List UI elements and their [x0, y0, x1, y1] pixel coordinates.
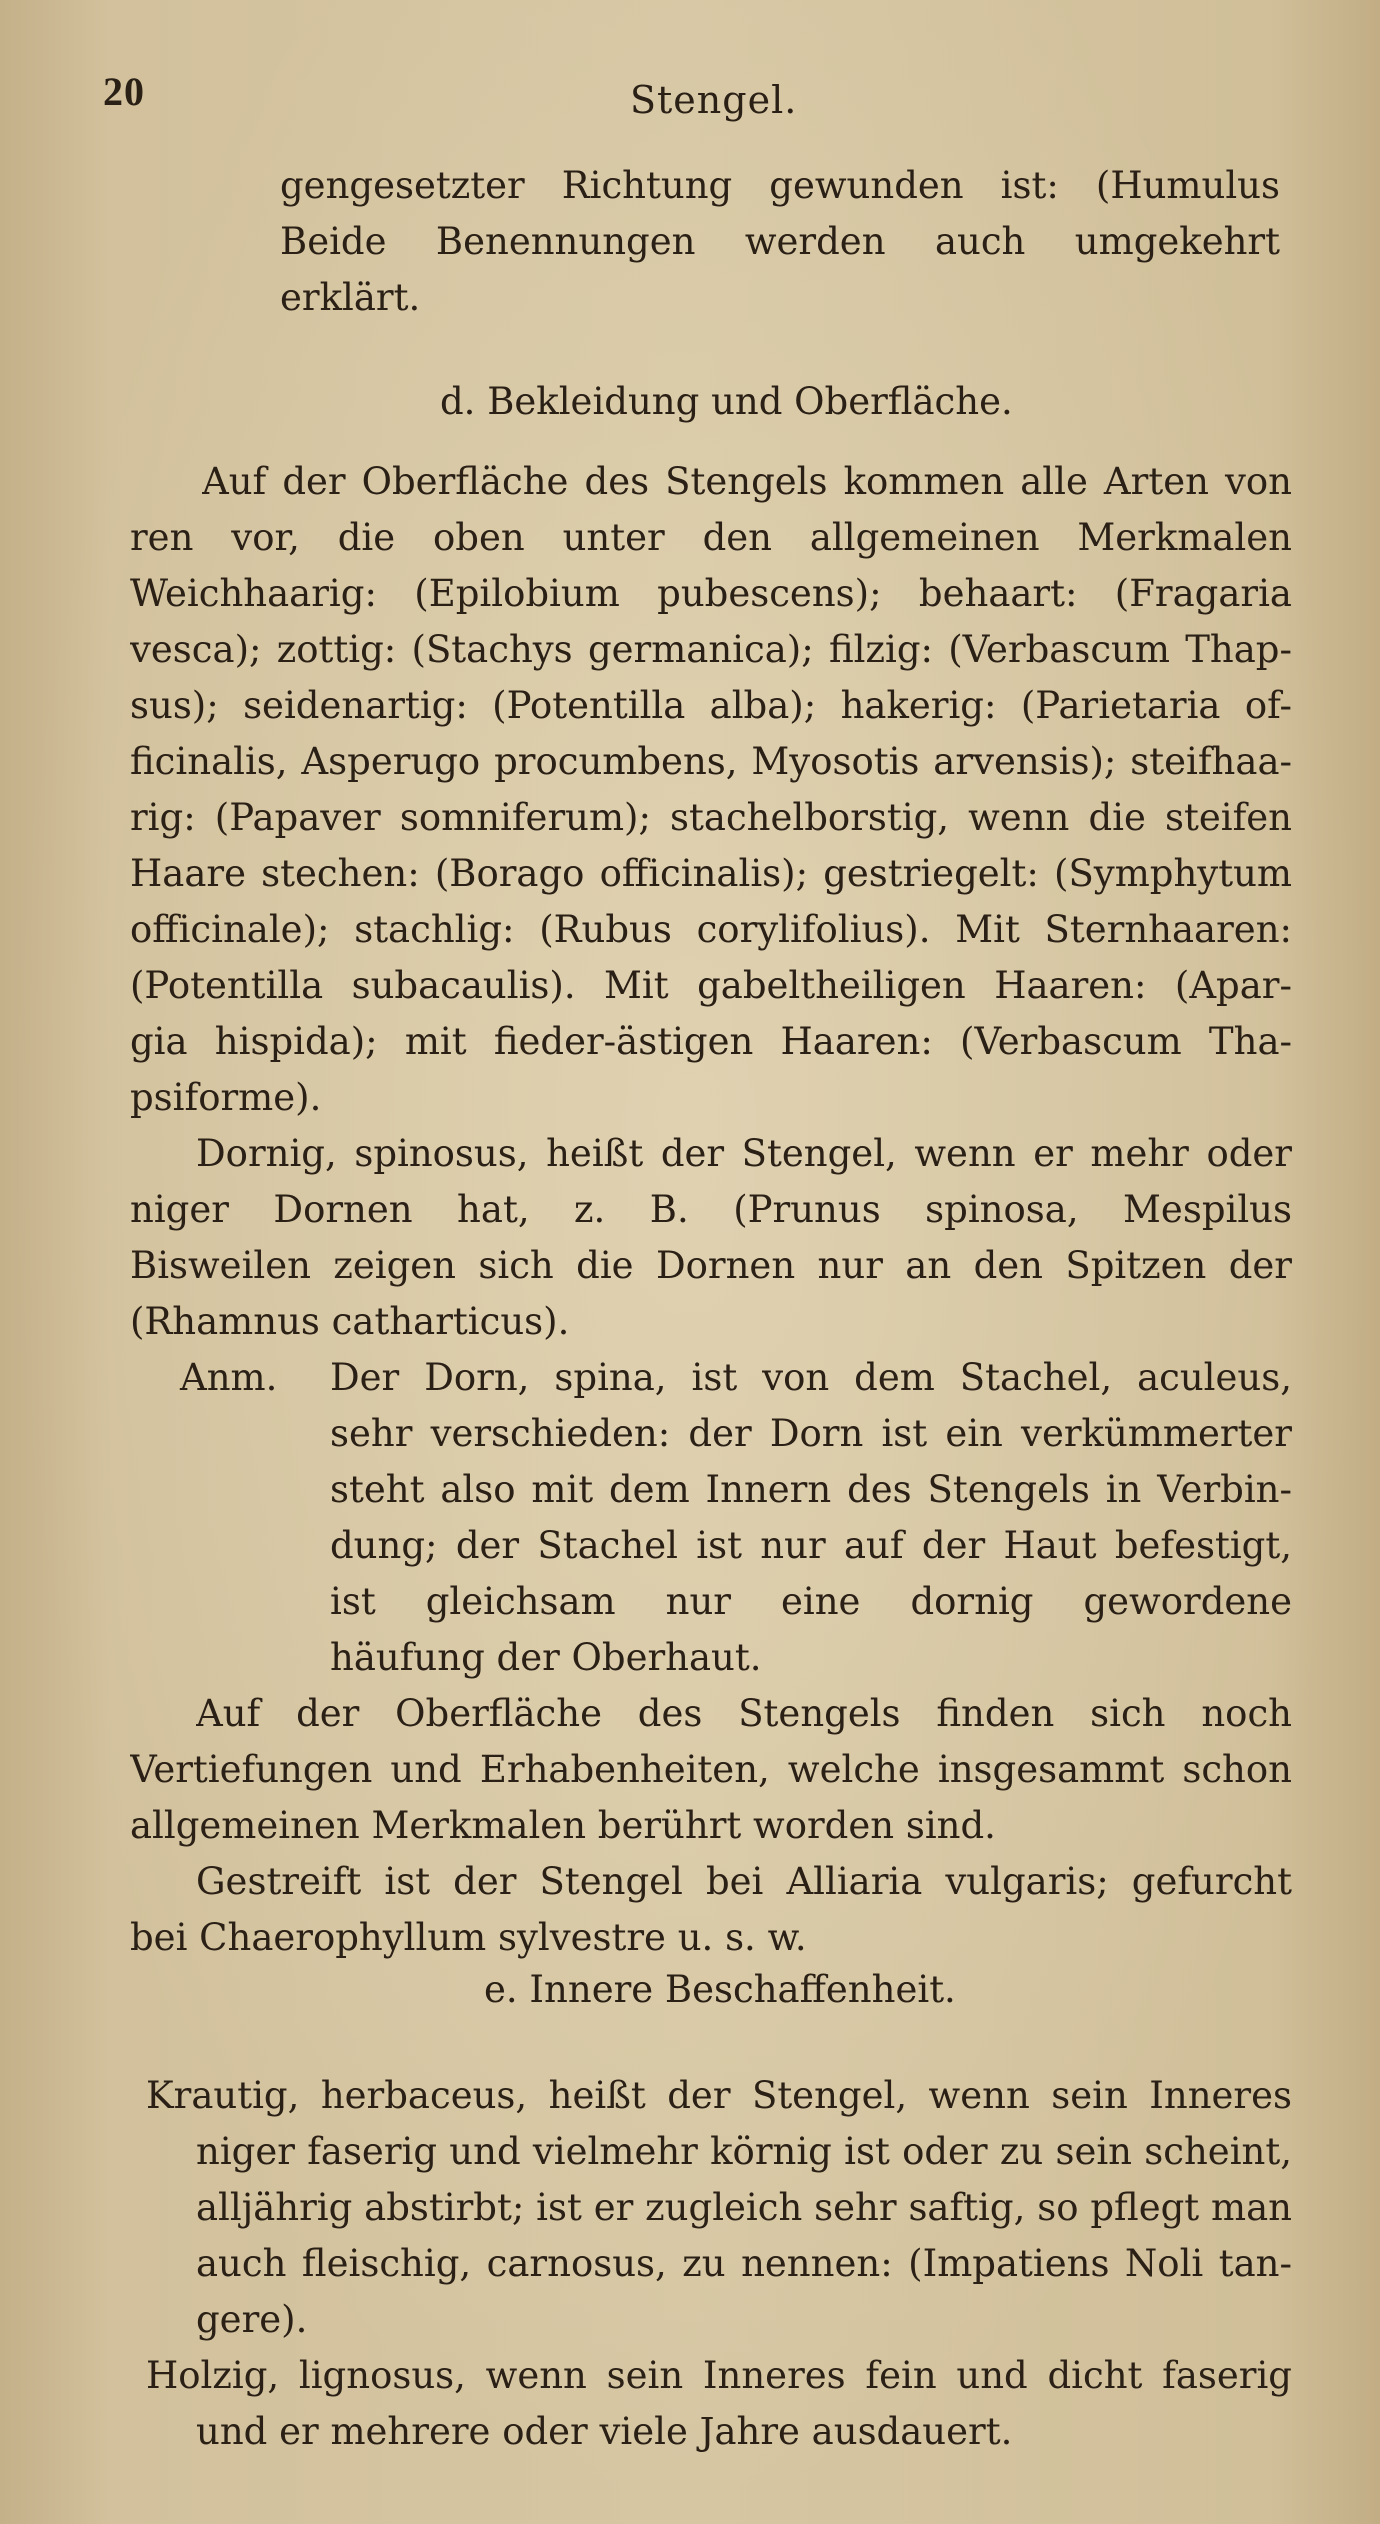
text-line: Beide Benennungen werden auch umgekehrt — [280, 220, 1280, 263]
text-line: Auf der Oberfläche des Stengels finden sich noch — [196, 1692, 1292, 1735]
text-line: vesca); zottig: (Stachys germanica); filzig: (Verbascum Thap- — [130, 628, 1292, 671]
running-title: Stengel. — [630, 78, 798, 122]
text-line: Vertiefungen und Erhabenheiten, welche insgesammt schon — [130, 1748, 1292, 1791]
text-line: erklärt. — [280, 276, 421, 319]
text-line: Weichhaarig: (Epilobium pubescens); behaart: (Fragaria — [130, 572, 1292, 615]
note-label: Anm. — [180, 1356, 278, 1399]
text-line: häufung der Oberhaut. — [330, 1636, 762, 1679]
text-line: Holzig, lignosus, wenn sein Inneres fein und dicht faserig — [146, 2354, 1292, 2397]
text-line: sehr verschieden: der Dorn ist ein verkümmerter — [330, 1412, 1292, 1455]
text-line: und er mehrere oder viele Jahre ausdauert. — [196, 2410, 1013, 2453]
text-line: allgemeinen Merkmalen berührt worden sind. — [130, 1804, 996, 1847]
text-line: Gestreift ist der Stengel bei Alliaria vulgaris; gefurcht — [196, 1860, 1292, 1903]
text-line: Dornig, spinosus, heißt der Stengel, wenn er mehr oder — [196, 1132, 1292, 1175]
text-line: bei Chaerophyllum sylvestre u. s. w. — [130, 1916, 807, 1959]
text-line: Haare stechen: (Borago officinalis); gestriegelt: (Symphytum — [130, 852, 1292, 895]
text-line: Der Dorn, spina, ist von dem Stachel, aculeus, — [330, 1356, 1292, 1399]
text-line: ficinalis, Asperugo procumbens, Myosotis arvensis); steifhaa- — [130, 740, 1292, 783]
text-line: gia hispida); mit fieder-ästigen Haaren: (Verbascum Tha- — [130, 1020, 1292, 1063]
text-line: (Rhamnus catharticus). — [130, 1300, 570, 1343]
text-line: ren vor, die oben unter den allgemeinen Merkmalen — [130, 516, 1292, 559]
text-line: (Potentilla subacaulis). Mit gabeltheiligen Haaren: (Apar- — [130, 964, 1292, 1007]
text-line: rig: (Papaver somniferum); stachelborstig, wenn die steifen — [130, 796, 1292, 839]
section-heading: e. Innere Beschaffenheit. — [484, 1968, 956, 2011]
text-line: alljährig abstirbt; ist er zugleich sehr saftig, so pflegt man — [196, 2186, 1292, 2229]
text-line: psiforme). — [130, 1076, 322, 1119]
text-line: niger Dornen hat, z. B. (Prunus spinosa, Mespilus — [130, 1188, 1292, 1231]
text-line: gengesetzter Richtung gewunden ist: (Humulus — [280, 164, 1280, 207]
text-line: Auf der Oberfläche des Stengels kommen alle Arten von — [202, 460, 1292, 503]
text-line: gere). — [196, 2298, 308, 2341]
text-line: sus); seidenartig: (Potentilla alba); hakerig: (Parietaria of- — [130, 684, 1292, 727]
text-line: Krautig, herbaceus, heißt der Stengel, wenn sein Inneres — [146, 2074, 1292, 2117]
text-line: auch fleischig, carnosus, zu nennen: (Impatiens Noli tan- — [196, 2242, 1292, 2285]
text-line: dung; der Stachel ist nur auf der Haut befestigt, — [330, 1524, 1292, 1567]
text-line: steht also mit dem Innern des Stengels in Verbin- — [330, 1468, 1292, 1511]
text-line: Bisweilen zeigen sich die Dornen nur an den Spitzen der — [130, 1244, 1292, 1287]
section-heading: d. Bekleidung und Oberfläche. — [440, 380, 1013, 423]
text-line: niger faserig und vielmehr körnig ist oder zu sein scheint, — [196, 2130, 1292, 2173]
text-line: officinale); stachlig: (Rubus corylifolius). Mit Sternhaaren: — [130, 908, 1292, 951]
text-line: ist gleichsam nur eine dornig gewordene — [330, 1580, 1292, 1623]
page-number: 20 — [103, 69, 145, 114]
